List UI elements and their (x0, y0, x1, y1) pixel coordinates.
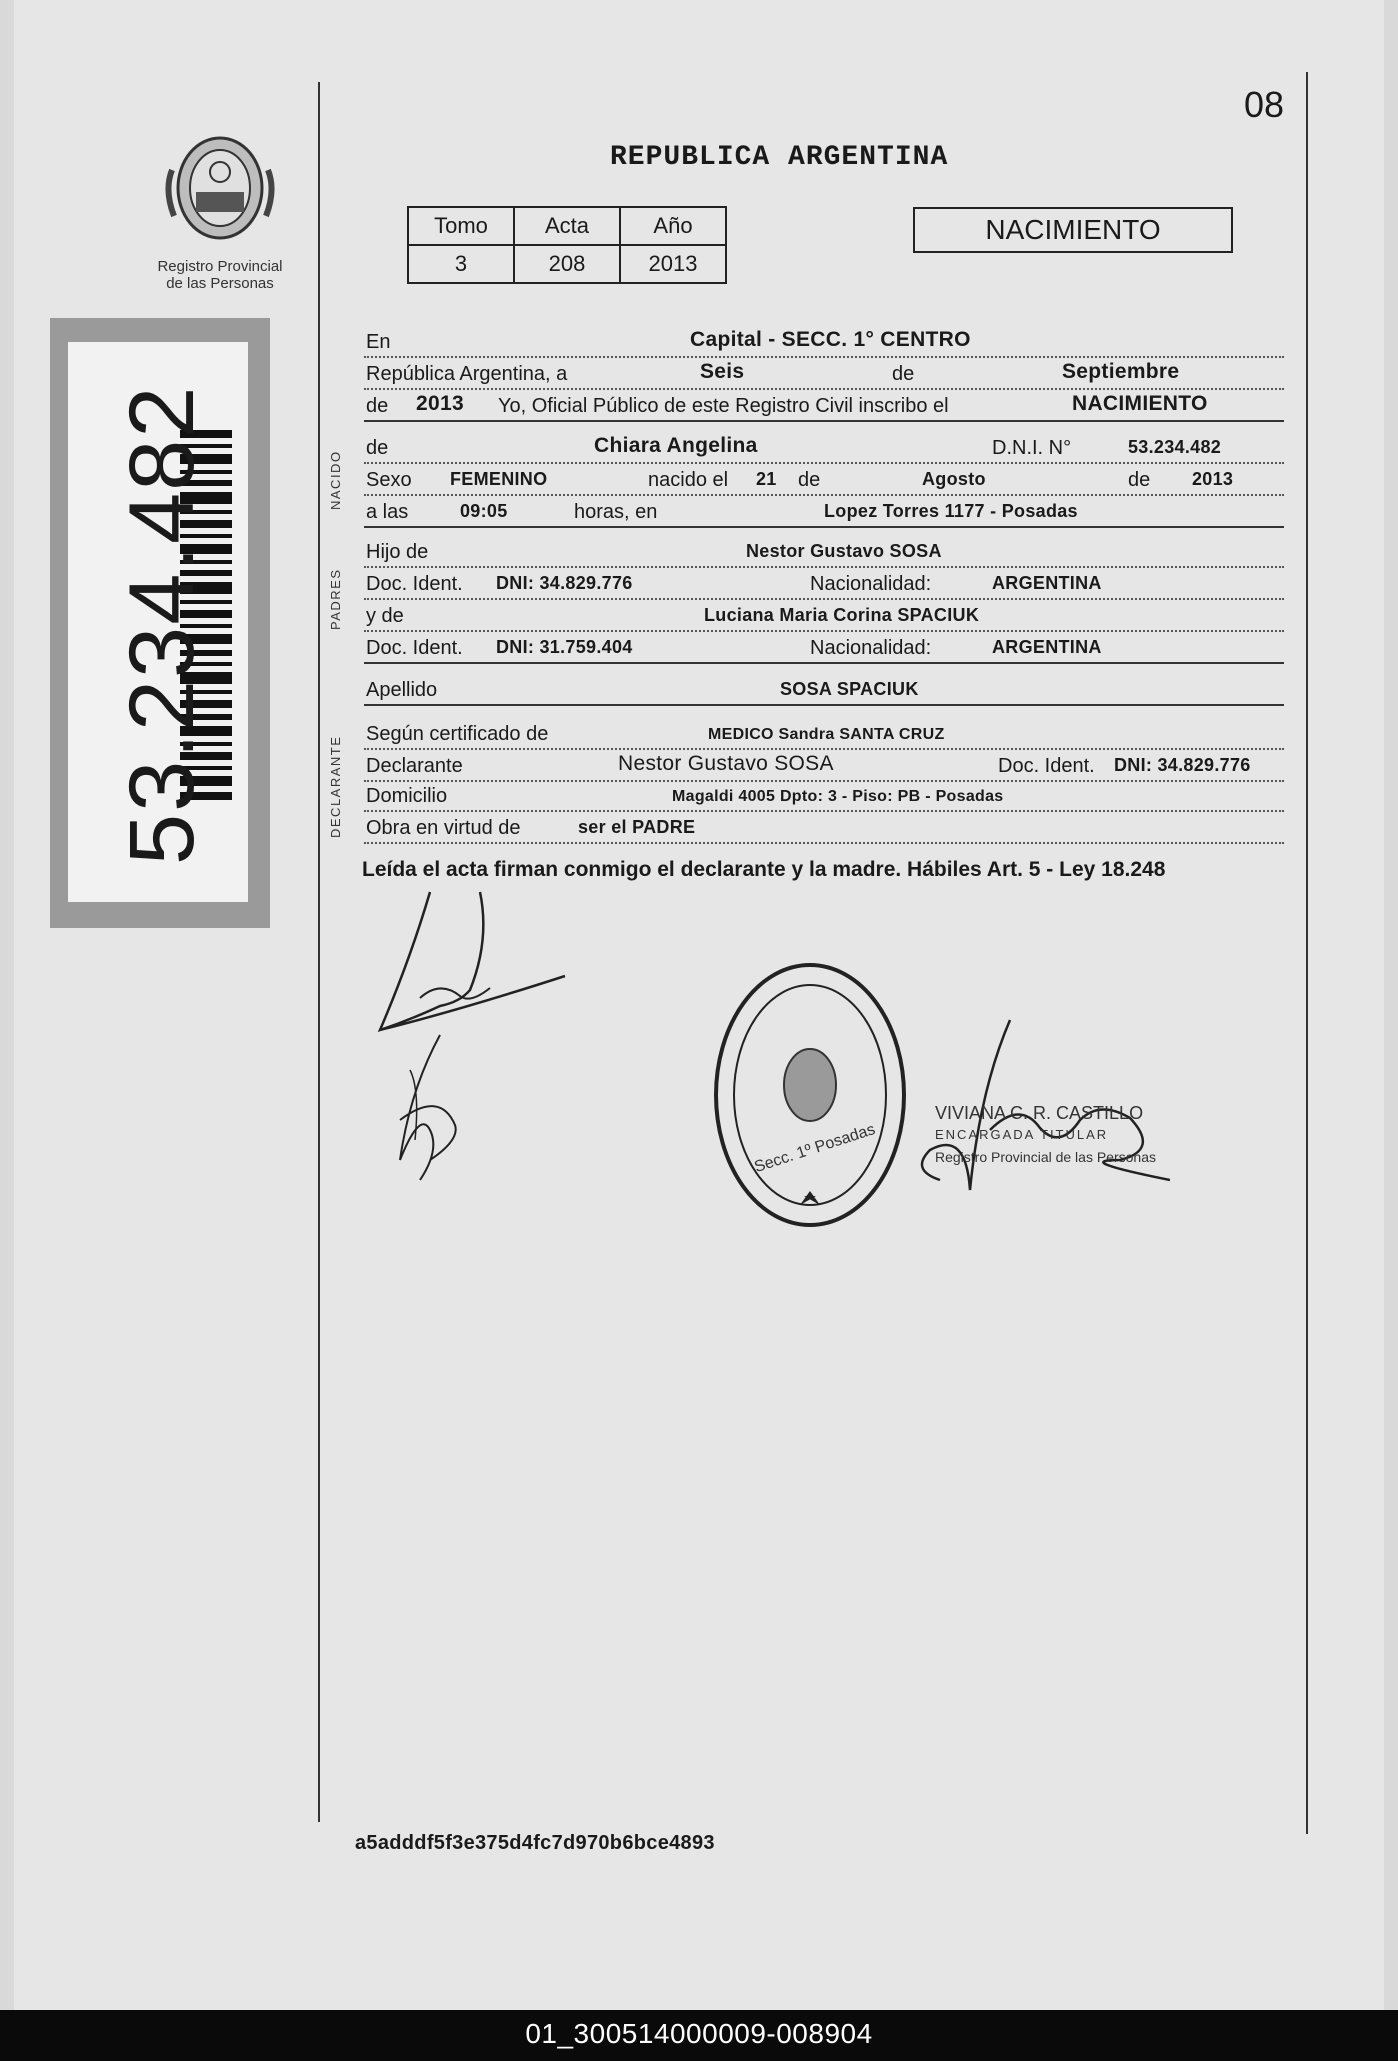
label-yo-oficial: Yo, Oficial Público de este Registro Civil inscribo el (498, 395, 949, 417)
section-padres-label: PADRES (328, 568, 343, 630)
registry-caption (140, 258, 300, 292)
value-lugar-nacimiento: Lopez Torres 1177 - Posadas (824, 501, 1078, 521)
record-table (407, 206, 727, 284)
label-doc-ident-declarante: Doc. Ident. (998, 755, 1095, 777)
label-nacido-el: nacido el (648, 469, 729, 491)
acta-header: Acta (514, 207, 620, 245)
value-declarante: Nestor Gustavo SOSA (618, 752, 834, 775)
row-inscripcion (364, 390, 1284, 422)
label-hijo-de: Hijo de (366, 541, 429, 563)
value-sexo: FEMENINO (450, 469, 548, 489)
registry-caption-line1: Registro Provincial (157, 258, 283, 275)
document-title: REPUBLICA ARGENTINA (610, 142, 949, 173)
row-declarante (364, 750, 1284, 782)
registry-caption-line2: de las Personas (166, 275, 274, 292)
row-padre (364, 536, 1284, 568)
label-segun-cert: Según certificado de (366, 723, 549, 745)
value-obra-virtud: ser el PADRE (578, 817, 696, 837)
section-declarante-label: DECLARANTE (328, 735, 343, 838)
row-apellido (364, 674, 1284, 706)
document-sheet (14, 0, 1384, 2010)
row-madre-doc (364, 632, 1284, 664)
label-de-anio-nacimiento: de (1128, 469, 1151, 491)
value-nombre: Chiara Angelina (594, 434, 758, 457)
closing-statement: Leída el acta firman conmigo el declarante y la madre. Hábiles Art. 5 - Ley 18.248 (362, 858, 1166, 881)
value-padre: Nestor Gustavo SOSA (746, 541, 942, 561)
value-declarante-doc: DNI: 34.829.776 (1114, 755, 1251, 775)
label-declarante: Declarante (366, 755, 463, 777)
value-mes-inscripcion: Septiembre (1062, 360, 1180, 383)
label-de-mes: de (892, 363, 915, 385)
document-hash: a5adddf5f3e375d4fc7d970b6bce4893 (355, 1832, 715, 1854)
label-nacionalidad-madre: Nacionalidad: (810, 637, 932, 659)
label-dni-no: D.N.I. N° (992, 437, 1072, 459)
value-dia-nacimiento: 21 (756, 469, 777, 489)
footer-file-id: 01_300514000009-008904 (525, 2018, 873, 2049)
value-dia-inscripcion: Seis (700, 360, 745, 383)
row-fecha-inscripcion (364, 358, 1284, 390)
label-republica: República Argentina, a (366, 363, 568, 385)
value-anio-nacimiento: 2013 (1192, 469, 1234, 489)
row-hora (364, 496, 1284, 528)
label-de-anio: de (366, 395, 389, 417)
label-nacionalidad-padre: Nacionalidad: (810, 573, 932, 595)
value-mes-nacimiento: Agosto (922, 469, 986, 489)
row-lugar (364, 326, 1284, 358)
seal-inner-text: Secc. 1º Posadas (752, 1120, 878, 1177)
tomo-value: 3 (408, 245, 514, 283)
label-obra-virtud: Obra en virtud de (366, 817, 521, 839)
dni-barcode-number: 53.234.482 (111, 384, 213, 865)
anio-header: Año (620, 207, 726, 245)
province-emblem-icon (162, 130, 278, 250)
value-padre-doc: DNI: 34.829.776 (496, 573, 633, 593)
official-role: ENCARGADA TITULAR (935, 1127, 1109, 1142)
value-madre: Luciana Maria Corina SPACIUK (704, 605, 980, 625)
value-dni: 53.234.482 (1128, 437, 1222, 457)
label-doc-ident-madre: Doc. Ident. (366, 637, 463, 659)
record-type-box: NACIMIENTO (913, 207, 1233, 253)
value-domicilio: Magaldi 4005 Dpto: 3 - Piso: PB - Posadas (672, 788, 1004, 805)
value-padre-nacionalidad: ARGENTINA (992, 573, 1102, 593)
value-hora: 09:05 (460, 501, 508, 521)
row-sexo (364, 464, 1284, 496)
acta-value: 208 (514, 245, 620, 283)
official-org: Registro Provincial de las Personas (935, 1149, 1156, 1165)
page-number: 08 (1244, 84, 1285, 125)
value-apellido: SOSA SPACIUK (780, 679, 919, 699)
value-anio-inscripcion: 2013 (416, 392, 464, 415)
mother-signature-icon (380, 1030, 480, 1190)
row-obra-virtud (364, 812, 1284, 844)
value-tipo-inscripcion: NACIMIENTO (1072, 392, 1208, 415)
right-margin-rule (1306, 72, 1308, 1834)
value-certificado: MEDICO Sandra SANTA CRUZ (708, 726, 945, 743)
row-certificado (364, 718, 1284, 750)
official-name: VIVIANA C. R. CASTILLO (935, 1103, 1144, 1123)
row-nombre (364, 432, 1284, 464)
row-padre-doc (364, 568, 1284, 600)
row-domicilio (364, 780, 1284, 812)
label-a-las: a las (366, 501, 409, 523)
tomo-header: Tomo (408, 207, 514, 245)
label-domicilio: Domicilio (366, 785, 448, 807)
label-de-mes-nacimiento: de (798, 469, 821, 491)
label-doc-ident-padre: Doc. Ident. (366, 573, 463, 595)
label-en: En (366, 331, 391, 353)
label-y-de: y de (366, 605, 404, 627)
label-de-nombre: de (366, 437, 389, 459)
row-madre (364, 600, 1284, 632)
anio-value: 2013 (620, 245, 726, 283)
section-nacido-label: NACIDO (328, 450, 343, 510)
label-sexo: Sexo (366, 469, 412, 491)
value-lugar: Capital - SECC. 1° CENTRO (690, 328, 971, 351)
value-madre-nacionalidad: ARGENTINA (992, 637, 1102, 657)
label-horas-en: horas, en (574, 501, 658, 523)
official-stamp (935, 1102, 1156, 1168)
label-apellido: Apellido (366, 679, 438, 701)
left-margin-rule (318, 82, 320, 1822)
value-madre-doc: DNI: 31.759.404 (496, 637, 633, 657)
